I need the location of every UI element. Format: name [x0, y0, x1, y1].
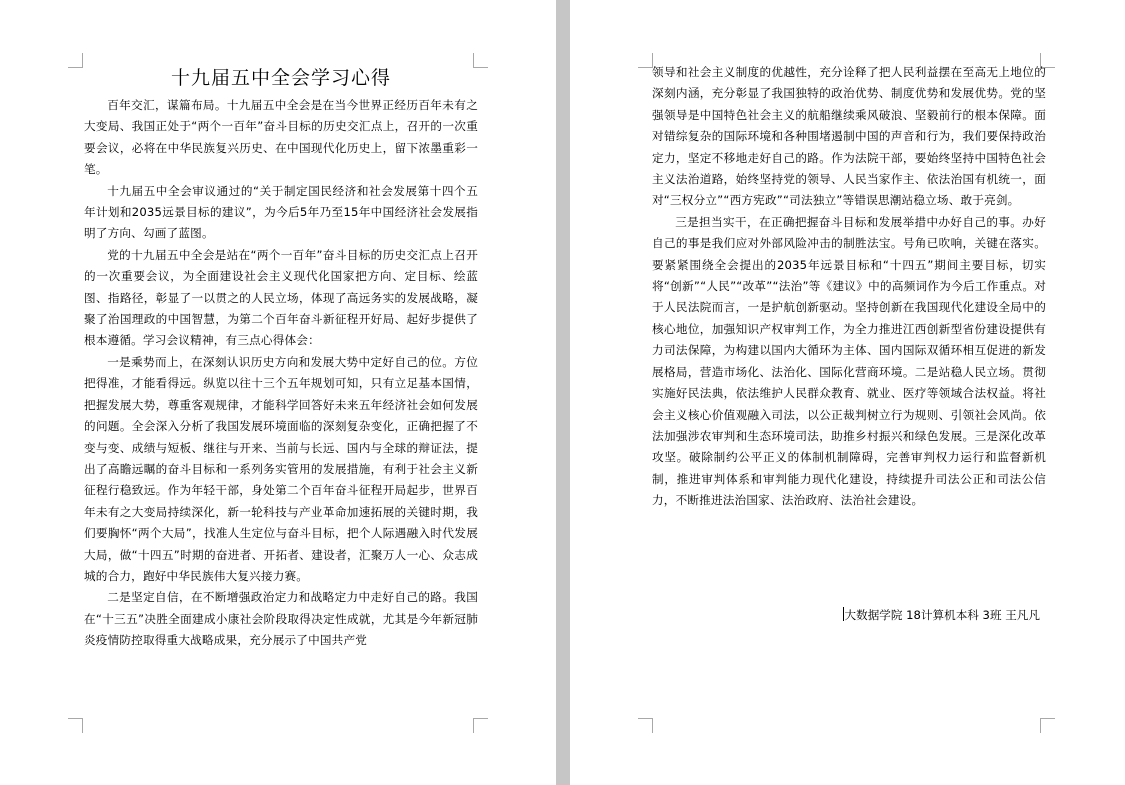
paragraph-point-two: 二是坚定自信，在不断增强政治定力和战略定力中走好自己的路。我国在“十三五”决胜全面建成小康社会阶段取得决定性成就，尤其是今年新冠肺炎疫情防控取得重大战略成果，充分展示了中国共产党 — [84, 590, 478, 648]
page-1-text-body[interactable] — [84, 62, 478, 652]
paragraph-point-three: 三是担当实干，在正确把握奋斗目标和发展举措中办好自己的事。办好自己的事是我们应对外部风险冲击的制胜法宝。号角已吹响，关键在落实。要紧紧围绕全会提出的2035年远景目标和“十四五”期间主要目标，切实将“创新”“人民”“改革”“法治”等《建议》中的高频词作为今后工作重点。对于人民法院而言，一是护航创新驱动。坚持创新在我国现代化建设全局中的核心地位，加强知识产权审判工作，为全力推进江西创新型省份建设提供有力司法保障，为构建以国内大循环为主体、国内国际双循环相互促进的新发展格局，营造市场化、法治化、国际化营商环境。二是站稳人民立场。贯彻实施好民法典，依法维护人民群众教育、就业、医疗等领域合法权益。将社会主义核心价值观融入司法，以公正裁判树立行为规则、引领社会风尚。依法加强涉农审判和生态环境司法，助推乡村振兴和绿色发展。三是深化改革攻坚。破除制约公平正义的体制机制障碍，完善审判权力运行和监督新机制，推进审判体系和审判能力现代化建设，持续提升司法公正和司法公信力，不断推进法治国家、法治政府、法治社会建设。 — [652, 214, 1046, 508]
paragraph-session: 党的十九届五中全会是站在“两个一百年”奋斗目标的历史交汇点上召开的一次重要会议，为全面建设社会主义现代化国家把方向、定目标、绘蓝图、指路径，彰显了一以贯之的人民立场，体现了高远务实的发展战略，凝聚了治国理政的中国智慧，为第二个百年奋斗新征程开好局、起好步提供了根本遵循。学习会议精神，有三点心得体会： — [84, 247, 478, 348]
page-2-text-body[interactable] — [652, 62, 1046, 512]
signature-line[interactable] — [843, 604, 1041, 626]
crop-mark-bottom-left — [68, 718, 83, 733]
paragraph-point-two-continued: 领导和社会主义制度的优越性，充分诠释了把人民利益摆在至高无上地位的深刻内涵，充分彰显了我国独特的政治优势、制度优势和发展优势。党的坚强领导是中国特色社会主义的航船继续乘风破浪、坚毅前行的根本保障。面对错综复杂的国际环境和各种围堵遏制中国的声音和行为，我们要保持政治定力，坚定不移地走好自己的路。作为法院干部，要始终坚持中国特色社会主义法治道路，始终坚持党的领导、人民当家作主、依法治国有机统一，面对“三权分立”“西方宪政”“司法独立”等错误思潮站稳立场、敢于亮剑。 — [652, 65, 1046, 208]
page-gutter — [556, 0, 570, 785]
paragraph-intro: 百年交汇，谋篇布局。十九届五中全会是在当今世界正经历百年未有之大变局、我国正处于“两个一百年”奋斗目标的历史交汇点上，召开的一次重要会议，必将在中华民族复兴历史、在中国现代化历史上，留下浓墨重彩一笔。 — [84, 98, 478, 177]
crop-mark-bottom-right — [1040, 718, 1055, 733]
crop-mark-top-left — [68, 53, 83, 68]
signature-text: 大数据学院 18计算机本科 3班 王凡凡 — [844, 608, 1040, 622]
paragraph-point-one: 一是乘势而上，在深刻认识历史方向和发展大势中定好自己的位。方位把得准，才能看得远。纵览以往十三个五年规划可知，只有立足基本国情，把握发展大势，尊重客观规律，才能科学回答好未来五年经济社会如何发展的问题。全会深入分析了我国发展环境面临的深刻复杂变化，正确把握了不变与变、成绩与短板、继往与开来、当前与长远、国内与全球的辩证法，提出了高瞻远瞩的奋斗目标和一系列务实管用的发展措施，有利于社会主义新征程行稳致远。作为年轻干部，身处第二个百年奋斗征程开局起步，世界百年未有之大变局持续深化，新一轮科技与产业革命加速拓展的关键时期，我们要胸怀“两个大局”，找准人生定位与奋斗目标，把个人际遇融入时代发展大局，做“十四五”时期的奋进者、开拓者、建设者，汇聚万人一心、众志成城的合力，跑好中华民族伟大复兴接力赛。 — [84, 354, 478, 583]
crop-mark-bottom-right — [473, 718, 488, 733]
document-page-2[interactable] — [570, 0, 1125, 785]
paragraph-proposal: 十九届五中全会审议通过的“关于制定国民经济和社会发展第十四个五年计划和2035远景目标的建议”，为今后5年乃至15年中国经济社会发展指明了方向、勾画了蓝图。 — [84, 183, 478, 241]
crop-mark-top-left — [638, 53, 653, 68]
text-cursor — [843, 607, 844, 621]
document-page-1[interactable] — [0, 0, 556, 785]
crop-mark-bottom-left — [638, 718, 653, 733]
document-title: 十九届五中全会学习心得 — [170, 67, 391, 89]
